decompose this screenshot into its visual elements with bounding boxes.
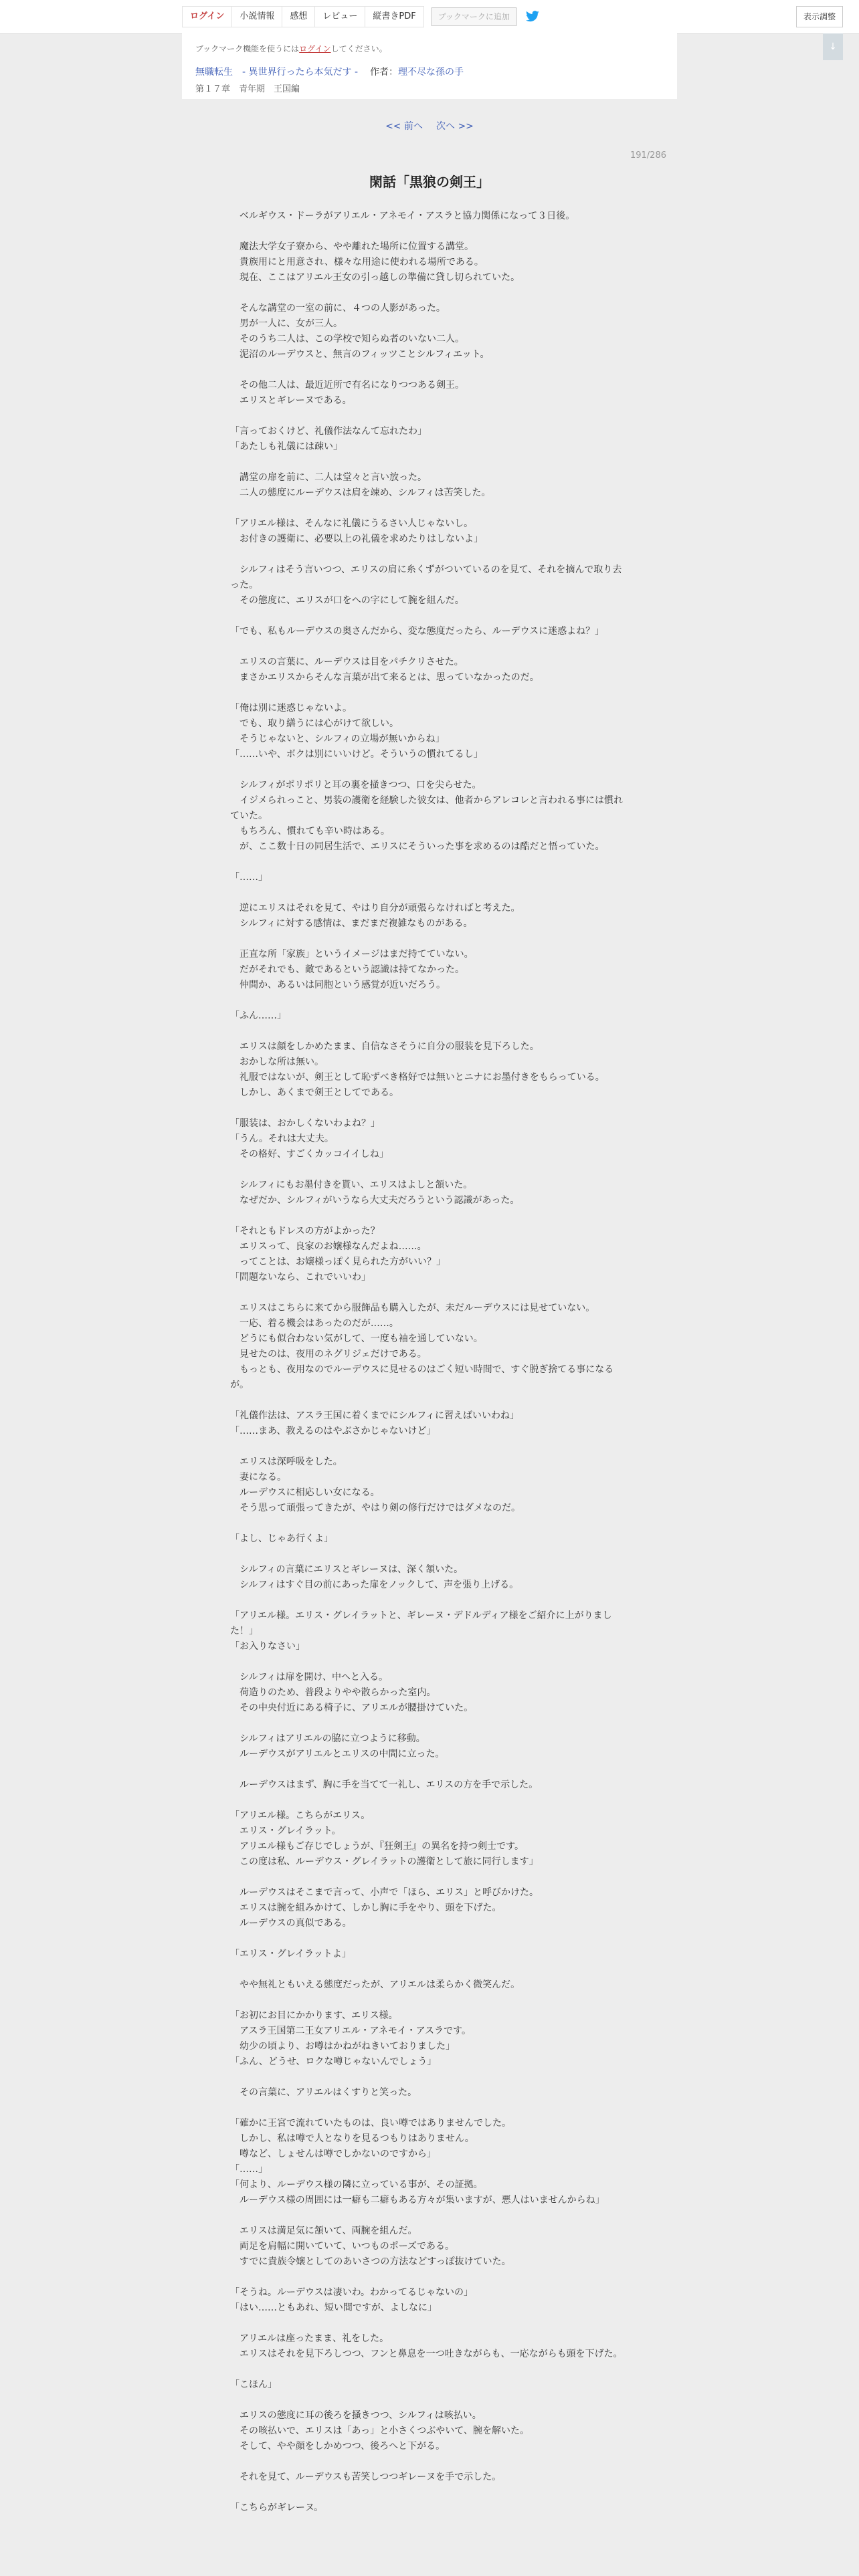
text-line: 逆にエリスはそれを見て、やはり自分が頑張らなければと考えた。 <box>230 903 520 914</box>
text-line: 「お入りなさい」 <box>230 1641 305 1652</box>
bookmark-add-button[interactable]: ブックマークに追加 <box>431 7 517 26</box>
text-line <box>230 639 629 655</box>
text-line: 「言っておくけど、礼儀作法なんて忘れたわ」 <box>230 426 427 437</box>
text-line <box>230 1654 629 1670</box>
text-line: 「こちらがギレーヌ。 <box>230 2502 324 2513</box>
text-line <box>230 1870 629 1885</box>
text-line: エリスは腕を組みかけて、しかし胸に手をやり、頭を下げた。 <box>230 1903 502 1913</box>
text-line: そして、やや顔をしかめつつ、後ろへと下がる。 <box>230 2441 446 2452</box>
text-line: お付きの護衛に、必要以上の礼儀を求めたりはしないよ」 <box>230 534 483 544</box>
text-line: ってことは、お嬢様っぽく見られた方がいい？」 <box>230 1257 446 1267</box>
text-line: 現在、ここはアリエル王女の引っ越しの準備に貸し切られていた。 <box>230 272 520 283</box>
text-line: その咳払いで、エリスは「あっ」と小さくつぶやいて、腕を解いた。 <box>230 2426 530 2436</box>
text-line: 「アリエル様。こちらがエリス。 <box>230 1810 371 1821</box>
text-line <box>230 1101 629 1116</box>
text-line <box>230 1762 629 1778</box>
text-line: 噂など、しょせんは噂でしかないのですから」 <box>230 2149 436 2159</box>
text-line: アリエルは座ったまま、礼をした。 <box>230 2333 389 2344</box>
text-line: 幼少の頃より、お噂はかねがねきいておりました」 <box>230 2041 455 2052</box>
text-line: そのうち二人は、この学校で知らぬ者のいない二人。 <box>230 334 464 344</box>
text-line: 貴族用にと用意され、様々な用途に使われる場所である。 <box>230 257 484 267</box>
top-nav-bar <box>0 0 859 34</box>
text-line: シルフィは扉を開け、中へと入る。 <box>230 1672 388 1683</box>
text-line: 「そうね。ルーデウスは凄いわ。わかってるじゃないの」 <box>230 2287 474 2298</box>
text-line: 「……まあ、教えるのはやぶさかじゃないけど」 <box>230 1426 436 1436</box>
pager <box>0 119 859 132</box>
text-line: 「アリエル様。エリス・グレイラットと、ギレーヌ・デドルディア様をご紹介に上がりました！」 <box>230 1610 612 1636</box>
text-line: 「あたしも礼儀には疎い」 <box>230 441 343 452</box>
text-line <box>230 2362 629 2377</box>
text-line: その中央付近にある椅子に、アリエルが腰掛けていた。 <box>230 1703 474 1713</box>
text-line: 「うん。それは大丈夫。 <box>230 1134 334 1144</box>
text-line: やや無礼ともいえる態度だったが、アリエルは柔らかく微笑んだ。 <box>230 1979 520 1990</box>
text-line: その態度に、エリスが口をへの字にして腕を組んだ。 <box>230 595 464 606</box>
text-line: 「はい……ともあれ、短い間ですが、よしなに」 <box>230 2302 437 2313</box>
text-line <box>230 1931 629 1947</box>
text-line <box>230 2316 629 2331</box>
nav-novel-info[interactable]: 小説情報 <box>231 6 282 27</box>
text-line: 「確かに王宮で流れていたものは、良い噂ではありませんでした。 <box>230 2118 511 2129</box>
text-line: おかしな所は無い。 <box>230 1057 324 1067</box>
text-line: エリスはこちらに来てから服飾品も購入したが、未だルーデウスには見せていない。 <box>230 1303 595 1313</box>
text-line: どうにも似合わない気がして、一度も袖を通していない。 <box>230 1333 483 1344</box>
text-line: この度は私、ルーデウス・グレイラットの護衛として旅に同行します」 <box>230 1856 539 1867</box>
text-line: もっとも、夜用なのでルーデウスに見せるのはごく短い時間で、すぐ脱ぎ捨てる事になるが。 <box>230 1364 614 1390</box>
text-line: 「でも、私もルーデウスの奥さんだから、変な態度だったら、ルーデウスに迷惑よね？」 <box>230 626 605 637</box>
text-line <box>230 932 629 947</box>
text-line: 一応、着る機会はあったのだが……。 <box>230 1318 399 1329</box>
text-line <box>230 1024 629 1039</box>
text-line <box>230 2070 629 2085</box>
display-settings-button[interactable]: 表示調整 <box>796 6 843 27</box>
text-line: しかし、あくまで剣王としてである。 <box>230 1087 399 1098</box>
text-line: シルフィの言葉にエリスとギレーヌは、深く頷いた。 <box>230 1564 464 1575</box>
login-link[interactable]: ログイン <box>182 6 231 27</box>
text-line: そう思って頑張ってきたが、やはり剣の修行だけではダメなのだ。 <box>230 1503 520 1513</box>
text-line: 「……」 <box>230 2164 268 2175</box>
text-line <box>230 1593 629 1608</box>
text-line <box>230 224 629 239</box>
text-line: 二人の態度にルーデウスは肩を竦め、シルフィは苦笑した。 <box>230 488 491 498</box>
text-line <box>230 501 629 516</box>
text-line: 見せたのは、夜用のネグリジェだけである。 <box>230 1349 427 1360</box>
text-line <box>230 2270 629 2285</box>
text-line: エリスの態度に耳の後ろを掻きつつ、シルフィは咳払い。 <box>230 2410 482 2421</box>
text-line: アスラ王国第二王女アリエル・アネモイ・アスラです。 <box>230 2026 471 2036</box>
nav-review[interactable]: レビュー <box>314 6 365 27</box>
notice-login-link[interactable]: ログイン <box>299 44 331 53</box>
text-line <box>230 1208 629 1224</box>
text-line <box>230 1716 629 1731</box>
text-line: シルフィに対する感情は、まだまだ複雑なものがある。 <box>230 918 473 929</box>
nav-impressions[interactable]: 感想 <box>282 6 314 27</box>
text-line <box>230 885 629 901</box>
text-line: 「それともドレスの方がよかった？ <box>230 1226 380 1237</box>
text-line <box>230 2485 629 2500</box>
text-line: ルーデウスに相応しい女になる。 <box>230 1487 380 1498</box>
text-line: 「礼儀作法は、アスラ王国に着くまでにシルフィに習えばいいわね」 <box>230 1410 519 1421</box>
chapter-title: 第１７章 青年期 王国編 <box>195 84 300 94</box>
text-line: シルフィはアリエルの脇に立つように移動。 <box>230 1733 425 1744</box>
text-line: ルーデウスはまず、胸に手を当てて一礼し、エリスの方を手で示した。 <box>230 1780 539 1790</box>
arrow-down-icon: ↓ <box>829 41 837 52</box>
episode-title: 閑話「黒狼の剣王」 <box>369 174 490 190</box>
series-title-line <box>195 65 464 78</box>
text-line: 「ふん、どうせ、ロクな噂じゃないんでしょう」 <box>230 2056 437 2067</box>
text-line: 泥沼のルーデウスと、無言のフィッツことシルフィエット。 <box>230 349 490 360</box>
text-line: エリス・グレイラット。 <box>230 1826 341 1836</box>
text-line <box>230 609 629 624</box>
text-line: シルフィがポリポリと耳の裏を掻きつつ、口を尖らせた。 <box>230 780 482 790</box>
text-line <box>230 362 629 378</box>
notice-suffix: してください。 <box>330 44 387 53</box>
text-line: アリエル様もご存じでしょうが、『狂剣王』の異名を持つ剣士です。 <box>230 1841 524 1852</box>
text-line <box>230 1162 629 1178</box>
text-line: その言葉に、アリエルはくすりと笑った。 <box>230 2087 417 2098</box>
text-line: 魔法大学女子寮から、やや離れた場所に位置する講堂。 <box>230 241 474 252</box>
author-label: 作者： <box>370 67 399 78</box>
text-line <box>230 547 629 562</box>
novel-info-box <box>182 33 677 99</box>
text-line <box>230 2393 629 2408</box>
text-line: 礼服ではないが、剣王として恥ずべき格好では無いとニナにお墨付きをもらっている。 <box>230 1072 605 1083</box>
novel-body <box>230 209 629 2516</box>
text-line <box>230 2208 629 2224</box>
author-link[interactable]: 理不尽な孫の手 <box>398 67 464 78</box>
text-line: 「……いや、ボクは別にいいけど。そういうの慣れてるし」 <box>230 749 483 760</box>
text-line: その他二人は、最近近所で有名になりつつある剣王。 <box>230 380 464 391</box>
text-line: エリスはそれを見下ろしつつ、フンと鼻息を一つ吐きながらも、一応ながらも頭を下げた。 <box>230 2349 623 2359</box>
episode-count: 191/286 <box>630 150 666 160</box>
text-line: ルーデウスがアリエルとエリスの中間に立った。 <box>230 1749 445 1759</box>
text-line <box>230 1962 629 1977</box>
text-line: ルーデウスはそこまで言って、小声で「ほら、エリス」と呼びかけた。 <box>230 1887 539 1898</box>
text-line: そうじゃないと、シルフィの立場が無いからね」 <box>230 734 445 744</box>
text-line <box>230 855 629 870</box>
text-line: シルフィはそう言いつつ、エリスの肩に糸くずがついているのを見て、それを摘んで取り去った。 <box>230 564 622 591</box>
text-line <box>230 685 629 701</box>
next-link[interactable]: 次へ >> <box>436 121 474 132</box>
text-line: すでに貴族令嬢としてのあいさつの方法などすっぽ抜けていた。 <box>230 2256 511 2267</box>
text-line <box>230 409 629 424</box>
text-line: エリスは顔をしかめたまま、自信なさそうに自分の服装を見下ろした。 <box>230 1041 539 1052</box>
text-line: 「何より、ルーデウス様の隣に立っている事が、その証拠。 <box>230 2179 483 2190</box>
text-line: その格好、すごくカッコイイしね」 <box>230 1149 389 1160</box>
text-line <box>230 2454 629 2470</box>
text-line <box>230 1393 629 1408</box>
scroll-down-button[interactable] <box>823 33 843 60</box>
text-line: 「問題ないなら、これでいいわ」 <box>230 1272 371 1283</box>
text-line: でも、取り繕うには心がけて欲しい。 <box>230 718 399 729</box>
text-line: シルフィにもお墨付きを貰い、エリスはよしと頷いた。 <box>230 1180 473 1190</box>
text-line: エリスの言葉に、ルーデウスは目をパチクリさせた。 <box>230 657 464 667</box>
text-line: なぜだか、シルフィがいうなら大丈夫だろうという認識があった。 <box>230 1195 520 1206</box>
text-line: ルーデウス様の周囲には一癖も二癖もある方々が集いますが、悪人はいませんからね」 <box>230 2195 605 2206</box>
text-line <box>230 1439 629 1455</box>
text-line: 「俺は別に迷惑じゃないよ。 <box>230 703 352 714</box>
bookmark-notice <box>195 43 387 54</box>
text-line <box>230 1793 629 1808</box>
text-line: だがそれでも、敵であるという認識は持てなかった。 <box>230 964 464 975</box>
text-line: 正直な所「家族」というイメージはまだ持てていない。 <box>230 949 474 960</box>
prev-link[interactable]: << 前へ <box>385 121 423 132</box>
text-line: エリスって、良家のお嬢様なんだよね……。 <box>230 1241 427 1252</box>
text-line: エリスは満足気に頷いて、両腕を組んだ。 <box>230 2226 417 2236</box>
text-line: 「エリス・グレイラットよ」 <box>230 1949 351 1959</box>
text-line: 「よし、じゃあ行くよ」 <box>230 1533 333 1544</box>
text-line: 妻になる。 <box>230 1472 286 1483</box>
text-line: が、ここ数十日の同居生活で、エリスにそういった事を求めるのは酷だと悟っていた。 <box>230 841 605 852</box>
text-line: しかし、私は噂で人となりを見るつもりはありません。 <box>230 2133 474 2144</box>
text-line: エリスは深呼吸をした。 <box>230 1457 343 1467</box>
nav-vertical-pdf[interactable]: 縦書きPDF <box>365 6 423 27</box>
text-line <box>230 455 629 470</box>
text-line: そんな講堂の一室の前に、４つの人影があった。 <box>230 303 446 314</box>
text-line: もちろん、慣れても辛い時はある。 <box>230 826 390 837</box>
text-line: まさかエリスからそんな言葉が出て来るとは、思っていなかったのだ。 <box>230 672 539 683</box>
text-line <box>230 2101 629 2116</box>
text-line <box>230 762 629 778</box>
text-line: 両足を肩幅に開いていて、いつものポーズである。 <box>230 2241 455 2252</box>
text-line: ルーデウスの真似である。 <box>230 1918 352 1929</box>
text-line: シルフィはすぐ目の前にあった扉をノックして、声を張り上げる。 <box>230 1580 519 1590</box>
text-line: 「お初にお目にかかります、エリス様。 <box>230 2010 398 2021</box>
notice-text: ブックマーク機能を使うには <box>195 44 300 53</box>
twitter-icon[interactable] <box>524 9 541 25</box>
text-line: イジメられっこと、男装の護衛を経験した彼女は、他者からアレコレと言われる事には慣れていた。 <box>230 795 624 821</box>
text-line: エリスとギレーヌである。 <box>230 395 352 406</box>
text-line <box>230 1547 629 1562</box>
text-line: 男が一人に、女が三人。 <box>230 318 343 329</box>
text-line <box>230 1516 629 1531</box>
text-line: 「……」 <box>230 872 268 883</box>
text-line: 「こほん」 <box>230 2379 277 2390</box>
text-line: 講堂の扉を前に、二人は堂々と言い放った。 <box>230 472 427 483</box>
text-line: 「アリエル様は、そんなに礼儀にうるさい人じゃないし。 <box>230 518 474 529</box>
text-line: ベルギウス・ドーラがアリエル・アネモイ・アスラと協力関係になって３日後。 <box>230 211 575 221</box>
text-line <box>230 993 629 1008</box>
text-line: それを見て、ルーデウスも苦笑しつつギレーヌを手で示した。 <box>230 2472 502 2482</box>
main-nav <box>182 6 541 27</box>
text-line <box>230 1993 629 2008</box>
text-line: 「ふん……」 <box>230 1010 286 1021</box>
series-title-link[interactable]: 無職転生 - 異世界行ったら本気だす - <box>195 67 359 78</box>
text-line <box>230 1285 629 1301</box>
text-line: 「服装は、おかしくないわよね？」 <box>230 1118 380 1129</box>
text-line: 荷造りのため、普段よりやや散らかった室内。 <box>230 1687 436 1698</box>
text-line: 仲間か、あるいは同胞という感覚が近いだろう。 <box>230 980 446 990</box>
text-line <box>230 286 629 301</box>
